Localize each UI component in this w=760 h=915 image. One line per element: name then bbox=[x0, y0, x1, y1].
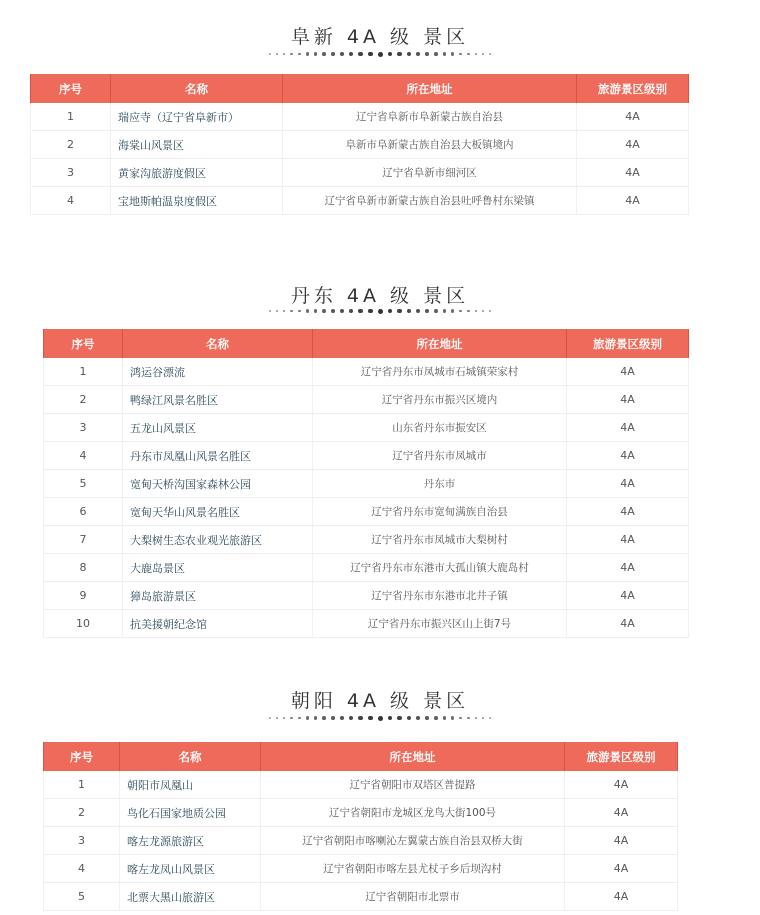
divider-dot bbox=[269, 53, 271, 55]
dotted-divider bbox=[0, 307, 760, 315]
divider-dot bbox=[388, 309, 393, 314]
divider-dot bbox=[269, 310, 271, 312]
divider-dot bbox=[349, 52, 353, 56]
scenic-address: 辽宁省丹东市凤城市大梨树村 bbox=[313, 526, 567, 554]
header-level: 旅游景区级别 bbox=[565, 742, 678, 771]
divider-dot bbox=[358, 52, 363, 57]
divider-dot bbox=[290, 717, 293, 720]
scenic-name: 宽甸天华山风景名胜区 bbox=[123, 498, 313, 526]
divider-dot bbox=[451, 309, 454, 312]
scenic-name: 抗美援朝纪念馆 bbox=[123, 610, 313, 638]
divider-dot bbox=[416, 309, 420, 313]
divider-dot bbox=[434, 52, 438, 56]
table-row bbox=[44, 582, 689, 610]
section-title-fuxin: 阜新 4A 级 景区 bbox=[290, 26, 470, 48]
divider-dot bbox=[467, 53, 470, 56]
scenic-address: 辽宁省丹东市东港市大孤山镇大鹿岛村 bbox=[313, 554, 567, 582]
scenic-level: 4A bbox=[565, 883, 678, 911]
divider-dot bbox=[269, 717, 271, 719]
scenic-table-chaoyang bbox=[43, 742, 678, 911]
divider-dot bbox=[443, 309, 446, 312]
divider-dot bbox=[443, 52, 446, 55]
divider-dot bbox=[298, 53, 301, 56]
table-row bbox=[44, 386, 689, 414]
scenic-address: 辽宁省丹东市宽甸满族自治县 bbox=[313, 498, 567, 526]
divider-dot bbox=[475, 53, 477, 55]
divider-dot bbox=[283, 310, 285, 312]
divider-dot bbox=[416, 716, 420, 720]
scenic-level: 4A bbox=[577, 131, 689, 159]
table-row bbox=[44, 554, 689, 582]
divider-dot bbox=[314, 309, 317, 312]
divider-dot bbox=[331, 52, 335, 56]
scenic-level: 4A bbox=[567, 442, 689, 470]
divider-dot bbox=[322, 309, 326, 313]
divider-dot bbox=[425, 716, 429, 720]
divider-dot bbox=[322, 52, 326, 56]
divider-dot bbox=[407, 52, 411, 56]
divider-dot bbox=[322, 716, 326, 720]
divider-dot bbox=[425, 52, 429, 56]
divider-dot bbox=[459, 53, 462, 56]
divider-dot bbox=[331, 309, 335, 313]
scenic-level: 4A bbox=[567, 386, 689, 414]
table-row bbox=[31, 159, 689, 187]
row-number: 4 bbox=[44, 855, 120, 883]
divider-dot bbox=[368, 716, 373, 721]
header-no: 序号 bbox=[31, 74, 111, 103]
scenic-level: 4A bbox=[567, 554, 689, 582]
divider-dot bbox=[290, 53, 293, 56]
divider-dot bbox=[276, 53, 278, 55]
divider-dot bbox=[306, 309, 309, 312]
scenic-level: 4A bbox=[567, 358, 689, 386]
divider-dot bbox=[407, 716, 411, 720]
divider-dot bbox=[467, 717, 470, 720]
scenic-level: 4A bbox=[577, 159, 689, 187]
scenic-table-dandong bbox=[43, 329, 689, 638]
scenic-name: 黄家沟旅游度假区 bbox=[111, 159, 283, 187]
header-level: 旅游景区级别 bbox=[567, 329, 689, 358]
divider-dot bbox=[290, 310, 293, 313]
divider-dot bbox=[475, 310, 477, 312]
divider-dot bbox=[340, 52, 344, 56]
scenic-address: 辽宁省朝阳市双塔区普提路 bbox=[261, 771, 565, 799]
header-address: 所在地址 bbox=[283, 74, 577, 103]
table-row bbox=[44, 827, 678, 855]
scenic-name: 喀左龙源旅游区 bbox=[120, 827, 261, 855]
scenic-name: 鸿运谷漂流 bbox=[123, 358, 313, 386]
table-row bbox=[44, 358, 689, 386]
divider-dot bbox=[482, 310, 484, 312]
divider-dot bbox=[276, 310, 278, 312]
scenic-name: 大鹿岛景区 bbox=[123, 554, 313, 582]
header-address: 所在地址 bbox=[313, 329, 567, 358]
scenic-level: 4A bbox=[577, 103, 689, 131]
row-number: 10 bbox=[44, 610, 123, 638]
row-number: 3 bbox=[44, 414, 123, 442]
divider-dot bbox=[283, 717, 285, 719]
divider-dot bbox=[425, 309, 429, 313]
scenic-address: 辽宁省阜新市阜新蒙古族自治县 bbox=[283, 103, 577, 131]
row-number: 5 bbox=[44, 470, 123, 498]
divider-dot bbox=[434, 716, 438, 720]
divider-dot bbox=[388, 716, 393, 721]
header-no: 序号 bbox=[44, 329, 123, 358]
row-number: 8 bbox=[44, 554, 123, 582]
scenic-address: 辽宁省朝阳市龙城区龙鸟大街100号 bbox=[261, 799, 565, 827]
scenic-level: 4A bbox=[565, 855, 678, 883]
scenic-name: 北票大黑山旅游区 bbox=[120, 883, 261, 911]
scenic-table-fuxin bbox=[30, 74, 689, 215]
divider-dot bbox=[298, 310, 301, 313]
scenic-address: 丹东市 bbox=[313, 470, 567, 498]
scenic-name: 大梨树生态农业观光旅游区 bbox=[123, 526, 313, 554]
divider-dot bbox=[416, 52, 420, 56]
scenic-level: 4A bbox=[565, 827, 678, 855]
divider-dot bbox=[306, 716, 309, 719]
scenic-name: 宝地斯帕温泉度假区 bbox=[111, 187, 283, 215]
dotted-divider bbox=[0, 50, 760, 58]
divider-dot bbox=[368, 309, 373, 314]
table-row bbox=[44, 771, 678, 799]
scenic-level: 4A bbox=[567, 470, 689, 498]
divider-dot bbox=[489, 717, 491, 719]
scenic-name: 海棠山风景区 bbox=[111, 131, 283, 159]
header-no: 序号 bbox=[44, 742, 120, 771]
scenic-level: 4A bbox=[577, 187, 689, 215]
row-number: 1 bbox=[44, 771, 120, 799]
scenic-address: 辽宁省丹东市东港市北井子镇 bbox=[313, 582, 567, 610]
scenic-address: 辽宁省阜新市新蒙古族自治县吐呼鲁村东梁镇 bbox=[283, 187, 577, 215]
row-number: 1 bbox=[44, 358, 123, 386]
divider-dot bbox=[314, 52, 317, 55]
scenic-address: 辽宁省阜新市细河区 bbox=[283, 159, 577, 187]
scenic-name: 朝阳市凤凰山 bbox=[120, 771, 261, 799]
header-name: 名称 bbox=[111, 74, 283, 103]
table-row bbox=[44, 470, 689, 498]
scenic-level: 4A bbox=[567, 582, 689, 610]
divider-dot bbox=[314, 716, 317, 719]
scenic-level: 4A bbox=[567, 526, 689, 554]
scenic-address: 阜新市阜新蒙古族自治县大板镇境内 bbox=[283, 131, 577, 159]
section-title-dandong: 丹东 4A 级 景区 bbox=[290, 285, 470, 307]
divider-dot bbox=[358, 716, 363, 721]
scenic-address: 辽宁省朝阳市喀左县尤杖子乡后坝沟村 bbox=[261, 855, 565, 883]
divider-dot bbox=[378, 309, 383, 314]
scenic-name: 獐岛旅游景区 bbox=[123, 582, 313, 610]
table-row bbox=[44, 799, 678, 827]
scenic-level: 4A bbox=[567, 610, 689, 638]
divider-dot bbox=[378, 52, 383, 57]
table-row bbox=[44, 442, 689, 470]
divider-dot bbox=[368, 52, 373, 57]
divider-dot bbox=[451, 716, 454, 719]
table-row bbox=[44, 498, 689, 526]
header-name: 名称 bbox=[123, 329, 313, 358]
scenic-level: 4A bbox=[567, 498, 689, 526]
divider-dot bbox=[388, 52, 393, 57]
row-number: 2 bbox=[31, 131, 111, 159]
divider-dot bbox=[451, 52, 454, 55]
dotted-divider bbox=[0, 714, 760, 722]
row-number: 4 bbox=[44, 442, 123, 470]
scenic-name: 宽甸天桥沟国家森林公园 bbox=[123, 470, 313, 498]
divider-dot bbox=[459, 717, 462, 720]
divider-dot bbox=[397, 309, 402, 314]
divider-dot bbox=[397, 716, 402, 721]
row-number: 5 bbox=[44, 883, 120, 911]
scenic-address: 辽宁省朝阳市喀喇沁左翼蒙古族自治县双桥大街 bbox=[261, 827, 565, 855]
divider-dot bbox=[358, 309, 363, 314]
divider-dot bbox=[276, 717, 278, 719]
scenic-address: 辽宁省丹东市凤城市石城镇荣家村 bbox=[313, 358, 567, 386]
row-number: 1 bbox=[31, 103, 111, 131]
scenic-level: 4A bbox=[565, 799, 678, 827]
divider-dot bbox=[482, 53, 484, 55]
divider-dot bbox=[378, 716, 383, 721]
table-row bbox=[31, 103, 689, 131]
scenic-name: 五龙山风景区 bbox=[123, 414, 313, 442]
scenic-name: 鸭绿江风景名胜区 bbox=[123, 386, 313, 414]
row-number: 7 bbox=[44, 526, 123, 554]
row-number: 3 bbox=[44, 827, 120, 855]
section-title-chaoyang: 朝阳 4A 级 景区 bbox=[290, 690, 470, 712]
divider-dot bbox=[306, 52, 309, 55]
scenic-address: 辽宁省朝阳市北票市 bbox=[261, 883, 565, 911]
scenic-address: 辽宁省丹东市振兴区山上街7号 bbox=[313, 610, 567, 638]
table-row bbox=[44, 855, 678, 883]
table-row bbox=[44, 526, 689, 554]
divider-dot bbox=[459, 310, 462, 313]
scenic-name: 鸟化石国家地质公园 bbox=[120, 799, 261, 827]
table-row bbox=[44, 883, 678, 911]
row-number: 4 bbox=[31, 187, 111, 215]
scenic-address: 山东省丹东市振安区 bbox=[313, 414, 567, 442]
table-row bbox=[31, 131, 689, 159]
scenic-name: 丹东市凤凰山风景名胜区 bbox=[123, 442, 313, 470]
divider-dot bbox=[434, 309, 438, 313]
divider-dot bbox=[331, 716, 335, 720]
divider-dot bbox=[489, 53, 491, 55]
divider-dot bbox=[340, 716, 344, 720]
scenic-address: 辽宁省丹东市凤城市 bbox=[313, 442, 567, 470]
divider-dot bbox=[397, 52, 402, 57]
scenic-address: 辽宁省丹东市振兴区境内 bbox=[313, 386, 567, 414]
divider-dot bbox=[407, 309, 411, 313]
divider-dot bbox=[349, 716, 353, 720]
scenic-name: 喀左龙凤山风景区 bbox=[120, 855, 261, 883]
header-level: 旅游景区级别 bbox=[577, 74, 689, 103]
divider-dot bbox=[489, 310, 491, 312]
divider-dot bbox=[283, 53, 285, 55]
table-row bbox=[44, 414, 689, 442]
scenic-level: 4A bbox=[567, 414, 689, 442]
row-number: 2 bbox=[44, 799, 120, 827]
divider-dot bbox=[349, 309, 353, 313]
table-row bbox=[44, 610, 689, 638]
header-name: 名称 bbox=[120, 742, 261, 771]
scenic-name: 瑞应寺（辽宁省阜新市） bbox=[111, 103, 283, 131]
row-number: 2 bbox=[44, 386, 123, 414]
header-address: 所在地址 bbox=[261, 742, 565, 771]
divider-dot bbox=[475, 717, 477, 719]
divider-dot bbox=[443, 716, 446, 719]
row-number: 9 bbox=[44, 582, 123, 610]
divider-dot bbox=[482, 717, 484, 719]
table-row bbox=[31, 187, 689, 215]
divider-dot bbox=[298, 717, 301, 720]
row-number: 3 bbox=[31, 159, 111, 187]
divider-dot bbox=[340, 309, 344, 313]
divider-dot bbox=[467, 310, 470, 313]
scenic-level: 4A bbox=[565, 771, 678, 799]
row-number: 6 bbox=[44, 498, 123, 526]
